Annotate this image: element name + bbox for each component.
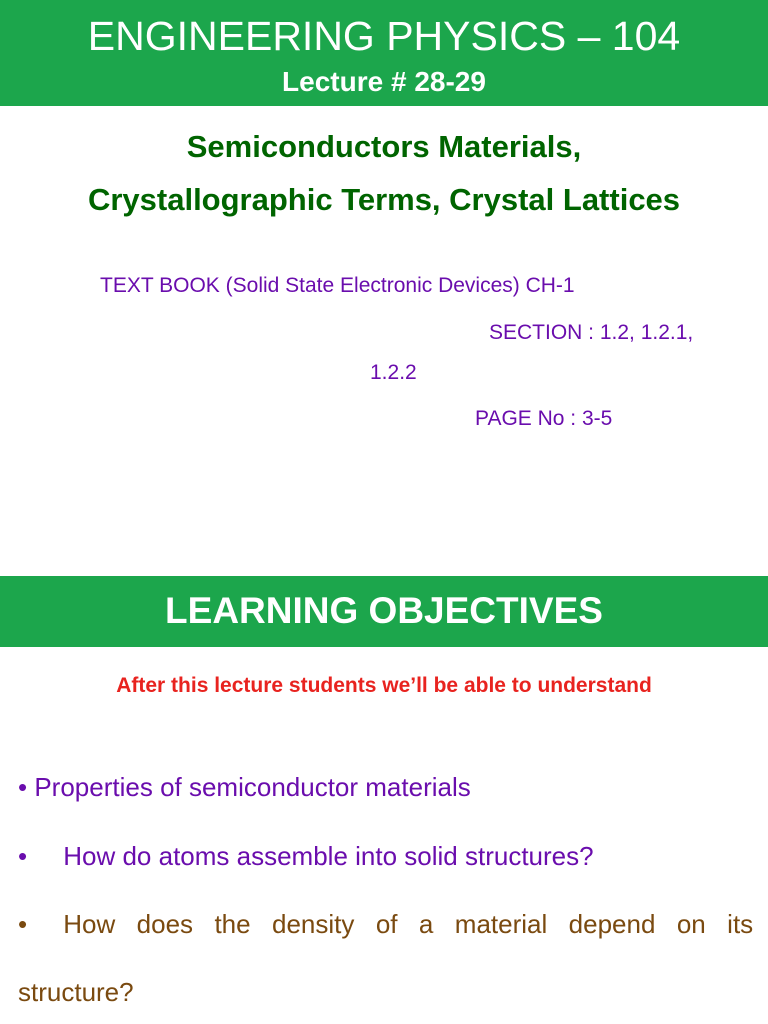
section-reference-continued: 1.2.2: [370, 361, 417, 384]
objectives-banner: [0, 576, 768, 647]
title-banner: [0, 0, 768, 106]
objective-word: How: [63, 909, 116, 939]
textbook-reference: TEXT BOOK (Solid State Electronic Devices) CH-1: [100, 274, 575, 297]
objective-word: material: [454, 909, 548, 939]
objectives-intro: After this lecture students we’ll be able to understand: [116, 674, 652, 697]
bullet-icon: •: [18, 772, 28, 802]
page-reference: PAGE No : 3-5: [475, 405, 768, 1024]
objective-word: density: [272, 909, 355, 939]
objective-word: on: [676, 909, 706, 939]
objective-word: of: [375, 909, 398, 939]
objective-item-1: [18, 770, 471, 804]
objective-text: How do atoms assemble into solid structures?: [63, 841, 594, 871]
course-title: ENGINEERING PHYSICS – 104: [87, 13, 681, 59]
subject-line-1: Semiconductors Materials,: [186, 129, 582, 164]
objective-word: depend: [568, 909, 656, 939]
section-reference: SECTION : 1.2, 1.2.1,: [489, 321, 694, 344]
objective-word: its: [727, 909, 754, 939]
objective-text: Properties of semiconductor materials: [34, 772, 471, 802]
objective-word: the: [214, 909, 251, 939]
bullet-icon: •: [18, 909, 28, 939]
objective-text: [63, 907, 753, 941]
bullet-icon: •: [18, 841, 28, 871]
objective-word: a: [418, 909, 434, 939]
objective-item-3: [18, 907, 753, 941]
objectives-heading: LEARNING OBJECTIVES: [165, 590, 603, 631]
objective-word: does: [136, 909, 194, 939]
objective-item-3-continued: structure?: [18, 977, 134, 1007]
lecture-number: Lecture # 28-29: [282, 66, 486, 97]
subject-line-2: Crystallographic Terms, Crystal Lattices: [87, 182, 681, 217]
objective-item-2: [18, 839, 594, 873]
